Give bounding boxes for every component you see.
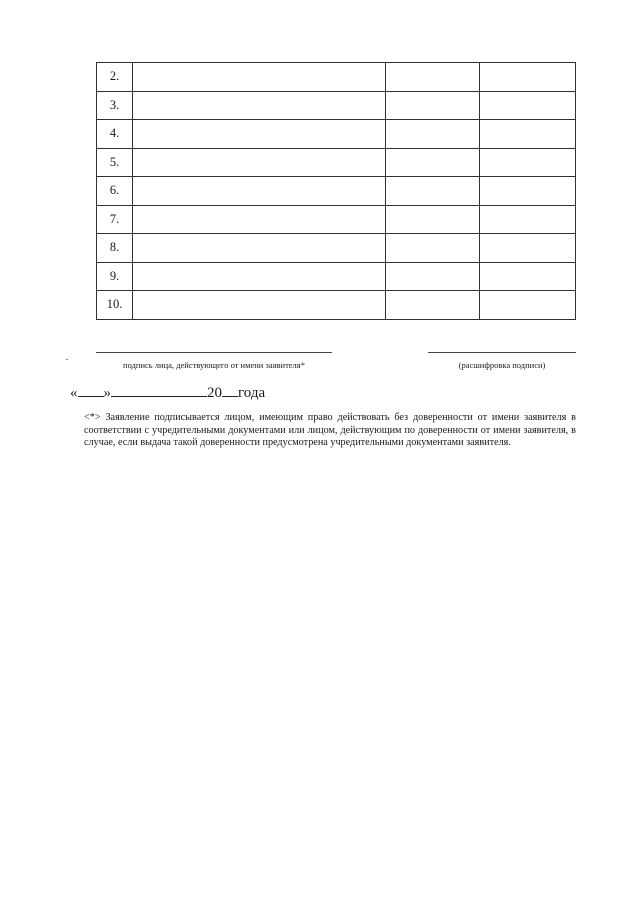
date-close-quote: » [103, 385, 111, 401]
table-row [97, 148, 576, 177]
name-cell[interactable] [133, 91, 386, 120]
items-table [96, 62, 576, 320]
name-cell[interactable] [133, 205, 386, 234]
month-blank[interactable] [111, 382, 207, 397]
name-cell[interactable] [133, 63, 386, 92]
date-line [70, 382, 265, 402]
table-row [97, 291, 576, 320]
signature-caption: подпись лица, действующего от имени заявителя* [123, 360, 305, 370]
row-number: 8. [97, 234, 133, 263]
row-number: 5. [97, 148, 133, 177]
table-row [97, 91, 576, 120]
col3-cell[interactable] [385, 148, 479, 177]
col4-cell[interactable] [479, 148, 575, 177]
table-row [97, 63, 576, 92]
name-cell[interactable] [133, 148, 386, 177]
day-blank[interactable] [78, 382, 104, 397]
footnote-line-3: случае, если выдача такой доверенности предусмотрена учредительными документами заявителя. [84, 437, 511, 449]
col3-cell[interactable] [385, 63, 479, 92]
col3-cell[interactable] [385, 120, 479, 149]
signature-decoding-caption: (расшифровка подписи) [458, 360, 546, 370]
col4-cell[interactable] [479, 291, 575, 320]
footnote-line-2: соответствии с учредительными документами или лицом, действующим по доверенности от имени заявителя, в [84, 424, 576, 436]
col3-cell[interactable] [385, 291, 479, 320]
name-cell[interactable] [133, 120, 386, 149]
row-number: 10. [97, 291, 133, 320]
margin-mark [66, 359, 68, 360]
row-number: 6. [97, 177, 133, 206]
table-row [97, 262, 576, 291]
col4-cell[interactable] [479, 262, 575, 291]
col4-cell[interactable] [479, 177, 575, 206]
col4-cell[interactable] [479, 205, 575, 234]
name-cell[interactable] [133, 291, 386, 320]
footnote [84, 412, 576, 450]
col4-cell[interactable] [479, 120, 575, 149]
col3-cell[interactable] [385, 234, 479, 263]
row-number: 3. [97, 91, 133, 120]
table-row [97, 177, 576, 206]
century-text: 20 [207, 385, 222, 401]
col3-cell[interactable] [385, 177, 479, 206]
row-number: 9. [97, 262, 133, 291]
col3-cell[interactable] [385, 205, 479, 234]
col3-cell[interactable] [385, 91, 479, 120]
items-table-body [97, 63, 576, 320]
row-number: 7. [97, 205, 133, 234]
table-row [97, 234, 576, 263]
col3-cell[interactable] [385, 262, 479, 291]
col4-cell[interactable] [479, 234, 575, 263]
table-row [97, 205, 576, 234]
name-cell[interactable] [133, 262, 386, 291]
name-cell[interactable] [133, 234, 386, 263]
col4-cell[interactable] [479, 63, 575, 92]
signature-line [96, 352, 332, 353]
year-blank[interactable] [222, 382, 238, 397]
name-cell[interactable] [133, 177, 386, 206]
year-word: года [238, 385, 266, 401]
col4-cell[interactable] [479, 91, 575, 120]
table-row [97, 120, 576, 149]
signature-decoding-line [428, 352, 576, 353]
footnote-line-1: <*> Заявление подписывается лицом, имеющим право действовать без доверенности от имени заявителя в [84, 412, 576, 423]
row-number: 4. [97, 120, 133, 149]
row-number: 2. [97, 63, 133, 92]
date-open-quote: « [70, 385, 78, 401]
